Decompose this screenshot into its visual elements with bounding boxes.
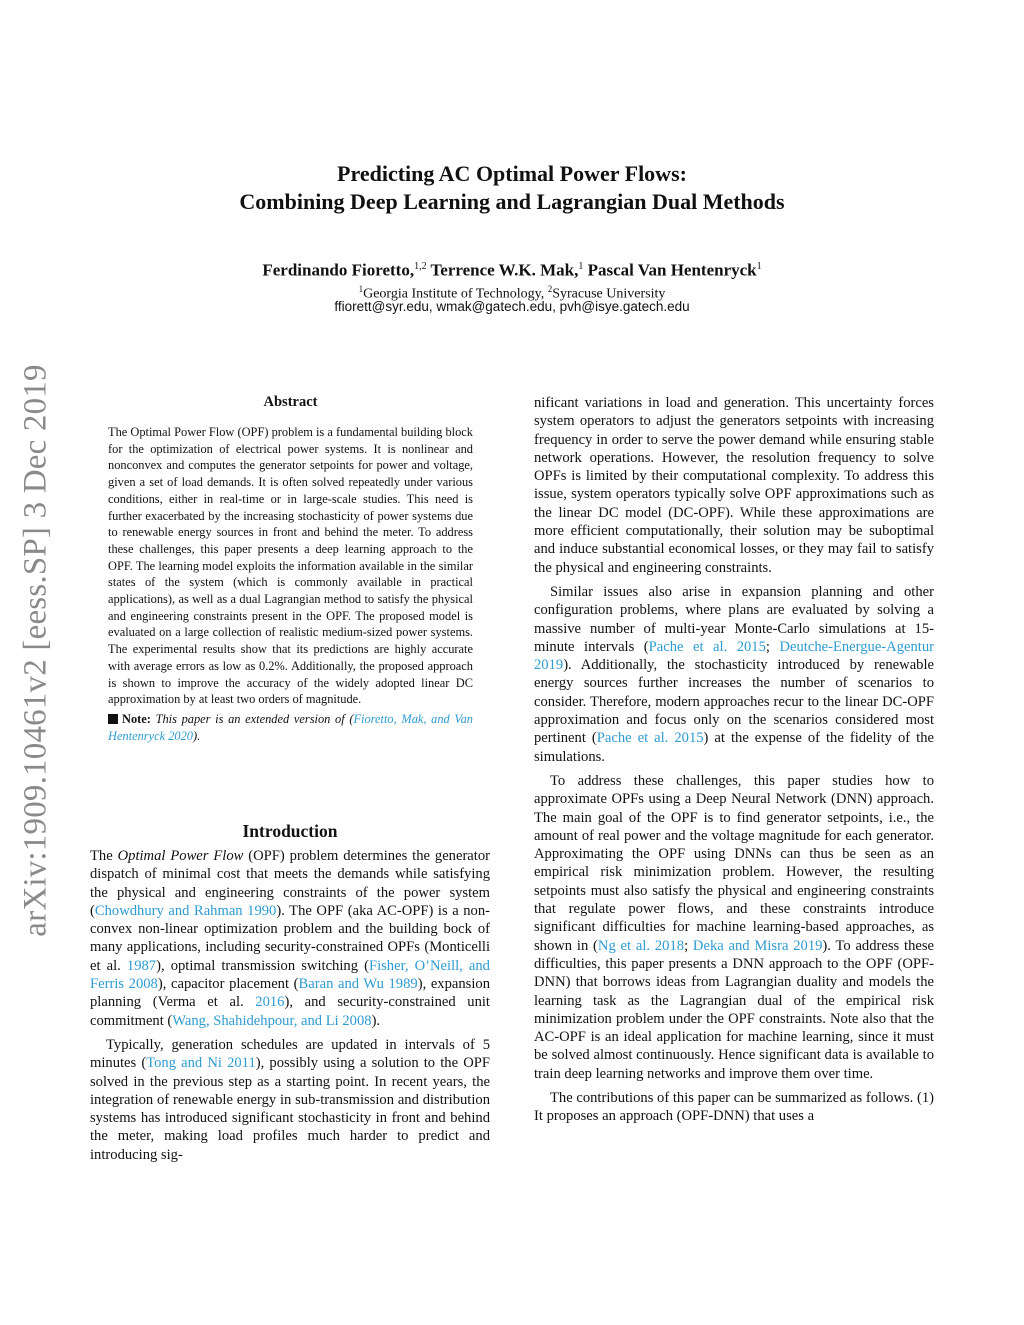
citation-link[interactable]: Wang, Shahidehpour, and Li 2008	[172, 1012, 372, 1029]
paper-title	[0, 160, 1024, 216]
citation-link[interactable]: Pache et al. 2015	[648, 638, 766, 655]
title-line-2: Combining Deep Learning and Lagrangian Dual Methods	[239, 189, 785, 214]
abstract-text: The Optimal Power Flow (OPF) problem is a fundamental building block for the optimization of electrical power systems. It is nonlinear and nonconvex and computes the generator setpoints for power and voltage, given a set of load demands. It is often solved repeatedly under various conditions, either in real-time or in large-scale studies. This need is further exacerbated by the increasing stochasticity of power systems due to renewable energy sources in front and behind the meter. To address these challenges, this paper presents a deep learning approach to the OPF. The learning model exploits the information available in the similar states of the system (which is commonly available in practical applications), as well as a dual Lagrangian method to satisfy the physical and engineering constraints present in the OPF. The proposed model is evaluated on a large collection of realistic medium-sized power systems. The experimental results show that its predictions are highly accurate with average errors as low as 0.2%. Additionally, the proposed approach is shown to improve the accuracy of the widely adopted linear DC approximation by at least two orders of magnitude.	[108, 425, 473, 707]
text-run: ). The OPF (aka AC-OPF) is a non-convex non-linear optimization problem and the building bock of many applications, including security-constrained OPFs (Monticelli et al.	[90, 902, 490, 974]
right-paragraph-1: nificant variations in load and generation. This uncertainty forces system operators to adjust the generators setpoints with increasing frequency in order to serve the power demand while ensuring stable network operations. However, the resolution frequency to solve OPFs is limited by their computational complexity. To address this issue, system operators typically solve OPF approximations such as the linear DC model (DC-OPF). While these approximations are more efficient computationally, their solution may be suboptimal and induce substantial economical losses, or they may fail to satisfy the physical and engineering constraints.	[534, 395, 934, 576]
text-run: ) at the expense of the fidelity of the simulations.	[534, 730, 934, 765]
author-affiliation-mark: 1,2	[414, 261, 427, 272]
author-van-hentenryck: Pascal Van Hentenryck	[583, 260, 757, 280]
citation-link[interactable]: Chowdhury and Rahman 1990	[94, 902, 277, 919]
citation-link[interactable]: Pache et al. 2015	[596, 730, 704, 747]
affiliation-mark: 2	[547, 284, 553, 294]
author-fioretto: Ferdinando Fioretto,	[262, 260, 415, 280]
intro-paragraph-1	[90, 847, 490, 1030]
text-run: ;	[684, 937, 693, 954]
text-run: ), expansion planning (Verma et al.	[90, 976, 490, 1011]
text-run: ), and security-constrained unit commitment (	[90, 994, 490, 1029]
right-paragraph-2	[534, 583, 934, 766]
author-list	[0, 256, 1024, 282]
arxiv-identifier: arXiv:1909.10461v2 [eess.SP] 3 Dec 2019	[17, 363, 54, 937]
text-run: (OPF) problem determines the generator dispatch of minimal cost that meets the demands while satisfying the physical and engineering constraints of the power system (	[90, 848, 490, 919]
text-run: Similar issues also arise in expansion planning and other configuration problems, where plans are evaluated by solving a massive number of multi-year Monte-Carlo simulations at 15-minute intervals (	[534, 583, 934, 655]
affiliation-georgia-tech: Georgia Institute of Technology,	[363, 286, 548, 302]
text-run: ), capacitor placement (	[157, 976, 299, 993]
abstract-section	[108, 424, 473, 744]
note-text: This paper is an extended version of (	[150, 711, 354, 726]
right-column	[534, 394, 934, 1132]
title-line-1: Predicting AC Optimal Power Flows:	[337, 161, 687, 186]
affiliation-mark: 1	[358, 284, 364, 294]
author-affiliation-mark: 1	[578, 261, 584, 272]
intro-paragraph-2	[90, 1036, 490, 1164]
arxiv-stamp	[14, 354, 58, 946]
author-mak: Terrence W.K. Mak,	[426, 260, 579, 280]
note-text-end: ).	[192, 728, 201, 743]
text-run: Typically, generation schedules are updated in intervals of 5 minutes (	[90, 1036, 490, 1072]
text-run: ). Additionally, the stochasticity introduced by renewable energy sources further increases the number of scenarios to consider. Therefore, modern approaches recur to the linear DC-OPF approximation and focus only on the scenarios considered most pertinent (	[534, 657, 934, 747]
note-square-icon	[108, 714, 118, 724]
citation-link[interactable]: 1987	[126, 957, 157, 974]
citation-link[interactable]: Deka and Misra 2019	[692, 937, 823, 954]
affiliation-syracuse: Syracuse University	[552, 286, 666, 302]
author-affiliation-mark: 1	[756, 261, 762, 272]
introduction-heading: Introduction	[242, 821, 338, 841]
abstract-heading: Abstract	[263, 394, 318, 410]
citation-link[interactable]: Fisher, O’Neill, and Ferris 2008	[90, 957, 490, 993]
citation-link[interactable]: Fioretto, Mak, and Van Hentenryck 2020	[108, 711, 473, 743]
citation-link[interactable]: Ng et al. 2018	[597, 937, 685, 954]
citation-link[interactable]: 2016	[255, 994, 285, 1011]
citation-link[interactable]: Baran and Wu 1989	[298, 976, 418, 993]
left-column	[90, 847, 490, 1170]
text-run: ), possibly using a solution to the OPF solved in the previous step as a starting point. In recent years, the integration of renewable energy in sub-transmission and distribution systems has introduced significant stochasticity in front and behind the meter, making load profiles much harder to predict and introducing sig-	[90, 1055, 490, 1163]
text-run: ).	[371, 1012, 381, 1029]
text-run-emphasis: Optimal Power Flow	[117, 848, 244, 864]
right-paragraph-4: The contributions of this paper can be summarized as follows. (1) It proposes an approach (OPF-DNN) that uses a	[534, 1089, 934, 1125]
text-run: To address these challenges, this paper studies how to approximate OPFs using a Deep Neural Network (DNN) approach. The main goal of the OPF is to find generator setpoints, i.e., the amount of real power and the voltage magnitude for each generator. Approximating the OPF using DNNs can thus be seen as an empirical risk minimization problem. However, the resulting setpoints must also satisfy the physical and engineering constraints that regulate power flows, and these constraints introduce significant difficulties for machine learning-based approaches, as shown in (	[534, 772, 934, 954]
abstract-note	[108, 711, 473, 744]
text-run: The	[90, 848, 118, 864]
text-run: ). To address these difficulties, this paper presents a DNN approach to the OPF (OPF-DNN) that borrows ideas from Lagrangian duality and models the learning task as the Lagrangian dual of the empirical risk minimization problem under the OPF constraints. Note also that the AC-OPF is an ideal application for machine learning, since it must be solved almost continuously. Hence significant data is available to train deep learning networks and improve them over time.	[534, 937, 935, 1082]
citation-link[interactable]: Deutche-Energue-Agentur 2019	[534, 638, 934, 674]
text-run: ), optimal transmission switching (	[156, 957, 369, 974]
citation-link[interactable]: Tong and Ni 2011	[146, 1055, 256, 1072]
note-label: Note:	[122, 711, 151, 726]
author-emails: ffiorett@syr.edu, wmak@gatech.edu, pvh@isye.gatech.edu	[334, 299, 690, 314]
right-paragraph-3	[534, 772, 934, 1083]
text-run: ;	[765, 638, 780, 655]
